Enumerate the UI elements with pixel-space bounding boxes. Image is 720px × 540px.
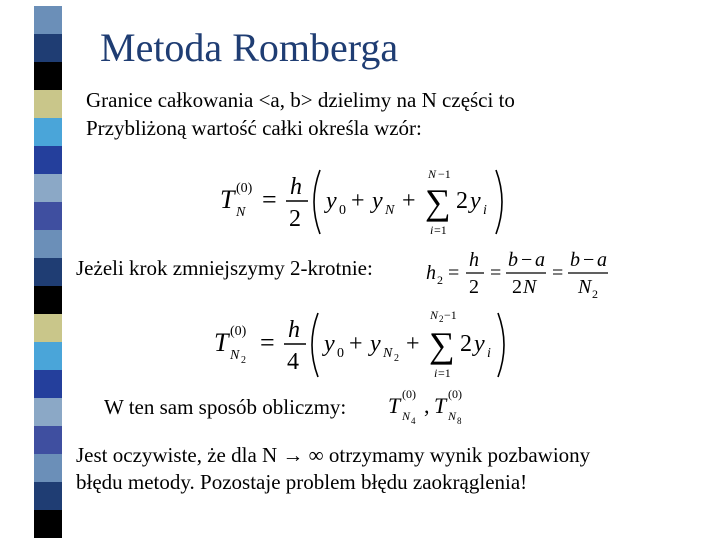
svg-text:=: =: [490, 262, 502, 284]
svg-text:a: a: [597, 249, 607, 271]
conclusion-line-2: błędu metody. Pozostaje problem błędu zaokrąglenia!: [76, 470, 528, 494]
svg-text:T: T: [388, 393, 401, 418]
decorative-square: [34, 398, 62, 426]
svg-text:−1: −1: [438, 167, 451, 181]
svg-text:4: 4: [287, 349, 299, 375]
svg-text:2: 2: [289, 206, 301, 232]
svg-text:N: N: [402, 409, 411, 423]
svg-text:y: y: [326, 188, 337, 214]
decorative-square: [34, 34, 62, 62]
formula-step-h2: [424, 246, 624, 307]
decorative-square: [34, 90, 62, 118]
svg-text:−1: −1: [444, 308, 457, 322]
svg-text:+: +: [351, 188, 365, 214]
svg-text:N: N: [448, 409, 457, 423]
svg-text:a: a: [535, 249, 545, 271]
decorative-square: [34, 314, 62, 342]
decorative-square: [34, 370, 62, 398]
decorative-square: [34, 118, 62, 146]
svg-text:2: 2: [469, 276, 479, 298]
decorative-square: [34, 482, 62, 510]
svg-text:b: b: [508, 249, 518, 271]
svg-text:2: 2: [241, 355, 246, 366]
slide-title: Metoda Romberga: [100, 25, 399, 70]
svg-text:i: i: [487, 346, 491, 361]
svg-text:(0): (0): [448, 387, 462, 401]
svg-text:N: N: [385, 203, 395, 218]
svg-text:8: 8: [457, 416, 462, 426]
same-method-text: W ten sam sposób obliczmy:: [104, 395, 347, 419]
svg-text:2: 2: [394, 353, 399, 364]
svg-text:T: T: [220, 185, 235, 214]
svg-text:N: N: [236, 205, 246, 220]
svg-text:(0): (0): [402, 387, 416, 401]
svg-text:h: h: [469, 249, 479, 271]
svg-text:2: 2: [439, 314, 444, 324]
svg-text:i: i: [430, 223, 434, 237]
svg-text:+: +: [402, 188, 416, 214]
svg-text:(0): (0): [236, 181, 253, 196]
svg-text:4: 4: [411, 416, 416, 426]
svg-text:y: y: [470, 188, 481, 214]
svg-text:b: b: [570, 249, 580, 271]
decorative-square: [34, 454, 62, 482]
svg-text:(0): (0): [230, 324, 247, 339]
decorative-square: [34, 426, 62, 454]
svg-text:=: =: [552, 262, 564, 284]
intro-line-1: Granice całkowania <a, b> dzielimy na N części to: [86, 88, 515, 112]
svg-text:y: y: [372, 188, 383, 214]
svg-text:0: 0: [339, 203, 346, 218]
svg-text:N: N: [578, 276, 592, 298]
svg-text:+: +: [349, 331, 363, 357]
svg-text:h: h: [426, 262, 436, 284]
svg-text:h: h: [290, 174, 302, 200]
svg-text:y: y: [324, 331, 335, 357]
svg-text:N: N: [230, 348, 240, 363]
decorative-square: [34, 510, 62, 538]
svg-text:N: N: [430, 308, 439, 322]
svg-text:T: T: [214, 328, 229, 357]
svg-text:i: i: [483, 203, 487, 218]
decorative-square: [34, 174, 62, 202]
intro-line-2: Przybliżoną wartość całki określa wzór:: [86, 116, 422, 140]
decorative-square: [34, 342, 62, 370]
svg-text:2: 2: [437, 273, 443, 287]
svg-text:∑: ∑: [429, 325, 455, 365]
svg-text:h: h: [288, 317, 300, 343]
formula-trapezoid-n2: [214, 305, 514, 390]
svg-text:∑: ∑: [425, 182, 451, 222]
decorative-square: [34, 62, 62, 90]
svg-text:,: ,: [424, 393, 430, 418]
svg-text:2: 2: [512, 276, 522, 298]
svg-text:0: 0: [337, 346, 344, 361]
decorative-square: [34, 146, 62, 174]
svg-text:N: N: [523, 276, 537, 298]
decorative-square-strip: [34, 0, 62, 540]
svg-text:2: 2: [592, 287, 598, 301]
svg-text:=1: =1: [438, 366, 451, 380]
svg-text:−: −: [521, 249, 533, 271]
decorative-square: [34, 6, 62, 34]
svg-text:=: =: [260, 328, 275, 357]
decorative-square: [34, 258, 62, 286]
svg-text:y: y: [474, 331, 485, 357]
svg-text:N: N: [383, 346, 393, 361]
formula-trapezoid-n: [220, 162, 520, 247]
svg-text:i: i: [434, 366, 438, 380]
svg-text:2: 2: [460, 331, 472, 357]
formula-t-n4-n8: [388, 380, 488, 435]
svg-text:=: =: [262, 185, 277, 214]
svg-text:−: −: [583, 249, 595, 271]
svg-text:T: T: [434, 393, 447, 418]
conclusion-line-1: Jest oczywiste, że dla N → ∞ otrzymamy wynik pozbawiony: [76, 443, 591, 467]
decorative-square: [34, 286, 62, 314]
svg-text:=1: =1: [434, 223, 447, 237]
step-halving-text: Jeżeli krok zmniejszymy 2-krotnie:: [76, 256, 373, 280]
svg-text:+: +: [406, 331, 420, 357]
decorative-square: [34, 230, 62, 258]
decorative-square: [34, 202, 62, 230]
svg-text:y: y: [370, 331, 381, 357]
svg-text:N: N: [428, 167, 437, 181]
svg-text:=: =: [448, 262, 460, 284]
svg-text:2: 2: [456, 188, 468, 214]
